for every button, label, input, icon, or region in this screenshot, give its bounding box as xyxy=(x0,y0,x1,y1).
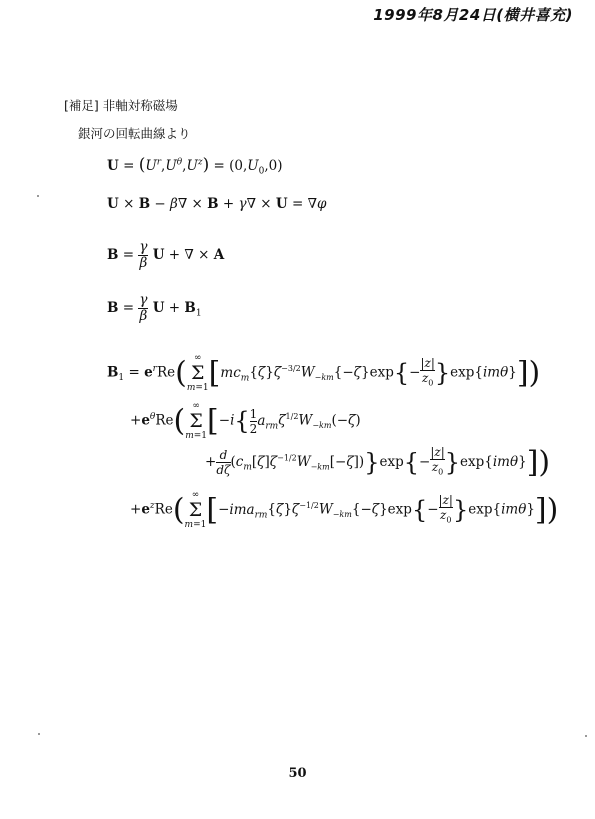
equation-b-field-a: B = $\frac{\gamma}{\beta}$ U + ∇ × A xyxy=(107,239,225,271)
equation-b1-vertical: $+e^zRe$( ∞ Σ $m=1[-ima_{rm}\{\zeta\}\zeta^{-1/2}W_{-km}\{-\zeta\}\exp\{-$ |z| $z_0\}\exp\{im\theta\}$]) xyxy=(130,490,559,530)
equation-b1-radial: $B_1 = e^rRe$( ∞ Σ $m=1[mc_m\{\zeta\}\zeta^{-3/2}W_{-km}\{-\zeta\}\exp\{-$ |z| $z_0\}\exp\{im\theta\}$]) xyxy=(107,353,541,393)
equation-induction: U × B − β∇ × B + γ∇ × U = ∇φ xyxy=(107,196,327,212)
page-number: 50 xyxy=(288,766,307,781)
section-heading: [補足] 非軸対称磁場 xyxy=(64,98,178,113)
scan-speck xyxy=(38,733,40,735)
scan-speck xyxy=(585,735,587,737)
scan-speck xyxy=(37,195,39,197)
handwritten-date-note: 1999年8月24日(横井喜充) xyxy=(373,6,573,24)
equation-b1-azimuthal-cont: + $\frac{d}{d\zeta}(c_m[\zeta]\zeta^{-1/2}W_{-km}[-\zeta])\}\exp\{-$ |z| $z_0\}\exp\{im\theta\}$]) xyxy=(205,445,551,480)
equation-b1-azimuthal: $+e^\theta Re$( ∞ Σ m=1[−i{ 1 $2a_{rm}\zeta^{1/2}W_{-km}(-\zeta)$ xyxy=(130,401,361,441)
intro-text: 銀河の回転曲線より xyxy=(78,126,191,141)
equation-velocity: $U = (U^r,U^\theta,U^z) = (0,U_0,0)$ xyxy=(107,155,283,177)
equation-b-field-b1: B = $\frac{\gamma}{\beta}$ $U + B_1$ xyxy=(107,292,202,324)
